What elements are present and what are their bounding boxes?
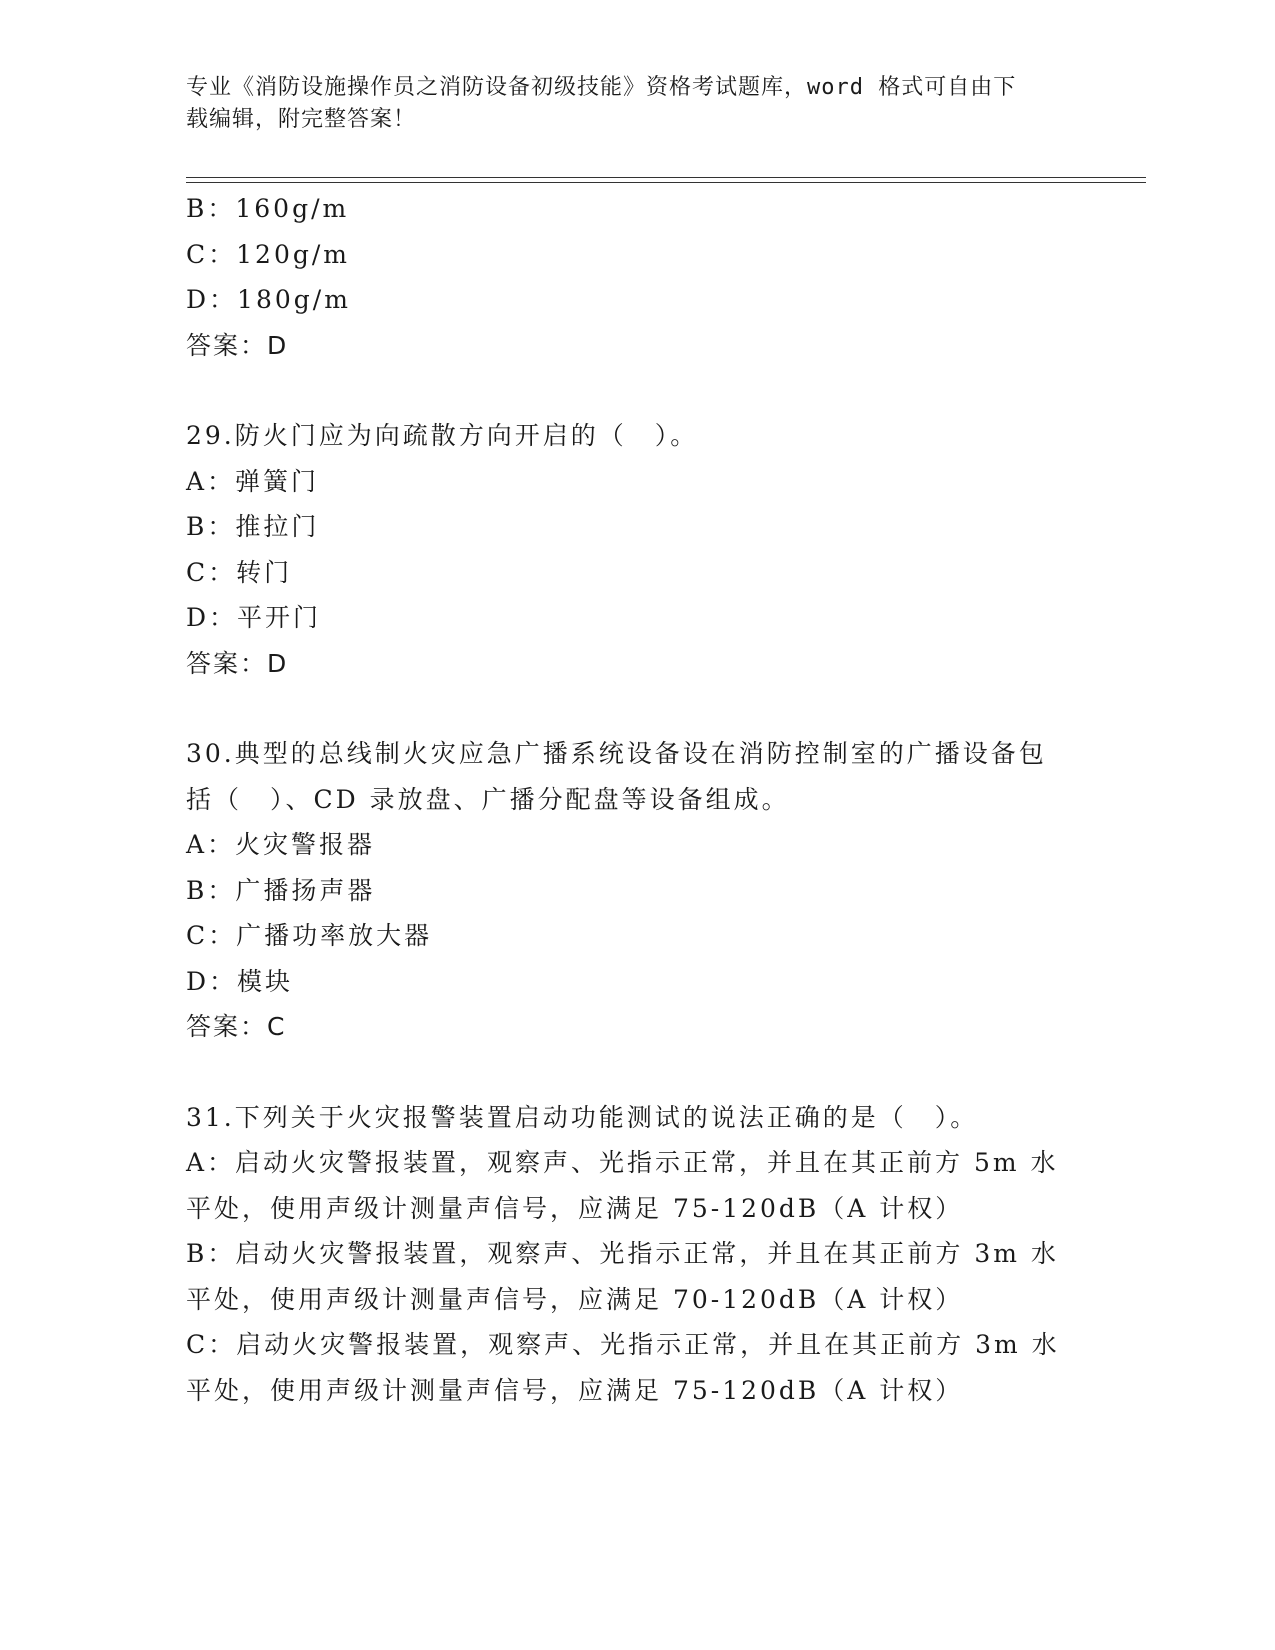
answer: 答案：D — [186, 648, 289, 678]
option-c: C：转门 — [186, 557, 293, 587]
header-line-2: 载编辑，附完整答案！ — [186, 107, 417, 132]
option-c-line-1: C：启动火灾警报装置，观察声、光指示正常，并且在其正前方 3m 水 — [186, 1330, 1060, 1359]
question-content — [186, 186, 1086, 1413]
option-b: B：广播扬声器 — [186, 875, 376, 905]
spacer — [186, 1050, 1086, 1095]
question-30 — [186, 731, 1086, 1050]
option-a-line-1: A：启动火灾警报装置，观察声、光指示正常，并且在其正前方 5m 水 — [186, 1148, 1059, 1177]
option-a-line-2: 平处，使用声级计测量声信号，应满足 75-120dB（A 计权） — [186, 1193, 964, 1223]
spacer — [186, 686, 1086, 731]
header-line-1: 专业《消防设施操作员之消防设备初级技能》资格考试题库，word 格式可自由下 — [186, 75, 1017, 100]
question-text: 29.防火门应为向疏散方向开启的（ ）。 — [186, 421, 699, 450]
question-text: 31.下列关于火灾报警装置启动功能测试的说法正确的是（ ）。 — [186, 1102, 979, 1132]
option-c: C：120g/m — [186, 239, 350, 269]
answer: 答案：D — [186, 330, 289, 360]
option-c: C：广播功率放大器 — [186, 921, 433, 950]
option-b-line-2: 平处，使用声级计测量声信号，应满足 70-120dB（A 计权） — [186, 1284, 964, 1314]
option-b: B：160g/m — [186, 194, 350, 223]
question-31 — [186, 1095, 1086, 1414]
option-d: D：180g/m — [186, 285, 351, 314]
option-b-line-1: B：启动火灾警报装置，观察声、光指示正常，并且在其正前方 3m 水 — [186, 1239, 1059, 1268]
header-divider-top — [186, 177, 1146, 178]
spacer — [186, 368, 1086, 413]
option-a: A：火灾警报器 — [186, 830, 376, 859]
option-d: D：平开门 — [186, 603, 322, 632]
option-b: B：推拉门 — [186, 512, 320, 541]
option-d: D：模块 — [186, 966, 294, 996]
question-text-line-2: 括（ ）、CD 录放盘、广播分配盘等设备组成。 — [186, 784, 790, 814]
header-divider-bottom — [186, 182, 1146, 183]
question-28 — [186, 186, 1086, 368]
question-text-line-1: 30.典型的总线制火灾应急广播系统设备设在消防控制室的广播设备包 — [186, 739, 1047, 768]
option-c-line-2: 平处，使用声级计测量声信号，应满足 75-120dB（A 计权） — [186, 1375, 964, 1405]
page-header — [186, 72, 1066, 136]
answer: 答案：C — [186, 1012, 287, 1041]
question-29 — [186, 413, 1086, 686]
option-a: A：弹簧门 — [186, 466, 320, 496]
